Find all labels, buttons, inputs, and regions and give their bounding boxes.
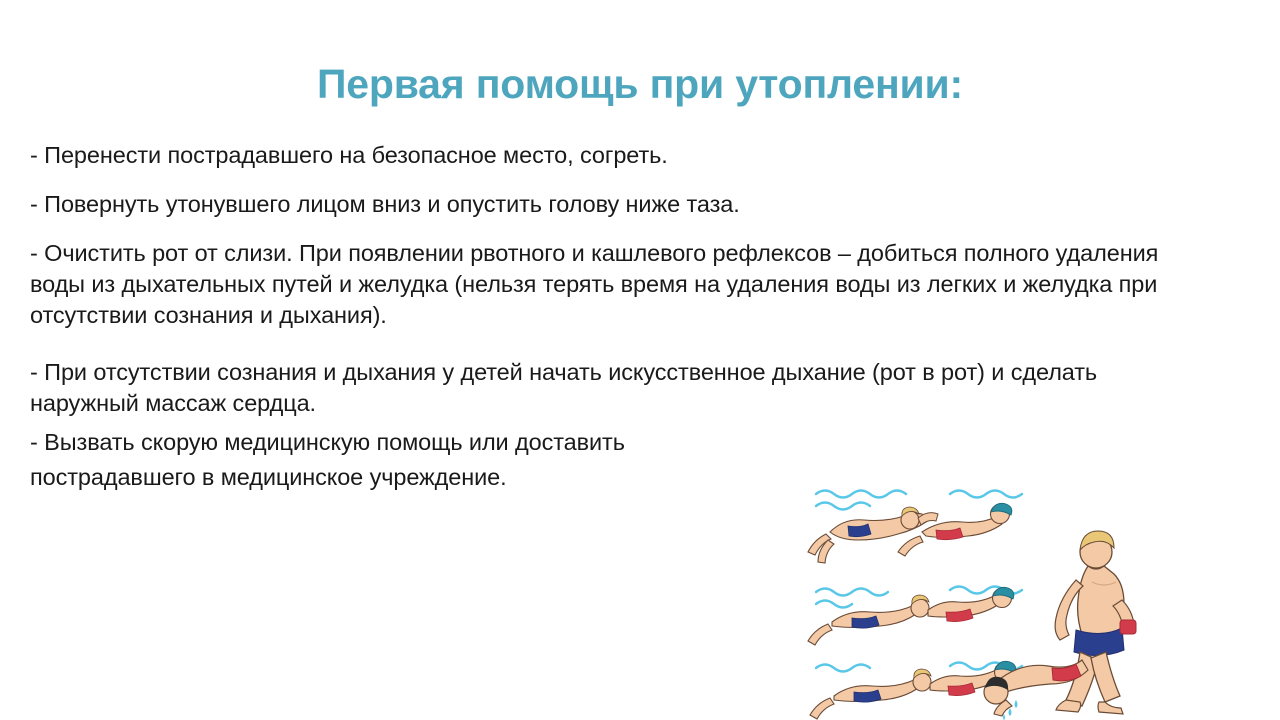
bullet-paragraph-4: - При отсутствии сознания и дыхания у детей начать искусственное дыхание (рот в рот) и сделать наружный массаж сердца. (30, 359, 1098, 417)
page-title: Первая помощь при утоплении: (317, 61, 963, 107)
bullet-paragraph-5: - Вызвать скорую медицинскую помощь или доставить (30, 429, 625, 456)
bullet-paragraph-3: - Очистить рот от слизи. При появлении рвотного и кашлевого рефлексов – добиться полного удаления воды из дыхательных путей и желудка (нельзя терять время на удаления воды из легких и желудка при отсутствии сознания и дыхания). (30, 240, 1159, 329)
drowning-rescue-illustration (800, 470, 1270, 720)
bullet-paragraph-6: пострадавшего в медицинское учреждение. (30, 464, 507, 491)
bullet-paragraph-2: - Повернуть утонувшего лицом вниз и опустить голову ниже таза. (30, 191, 740, 218)
slide-body (30, 140, 1160, 496)
bullet-paragraph-1: - Перенести пострадавшего на безопасное место, согреть. (30, 142, 668, 168)
